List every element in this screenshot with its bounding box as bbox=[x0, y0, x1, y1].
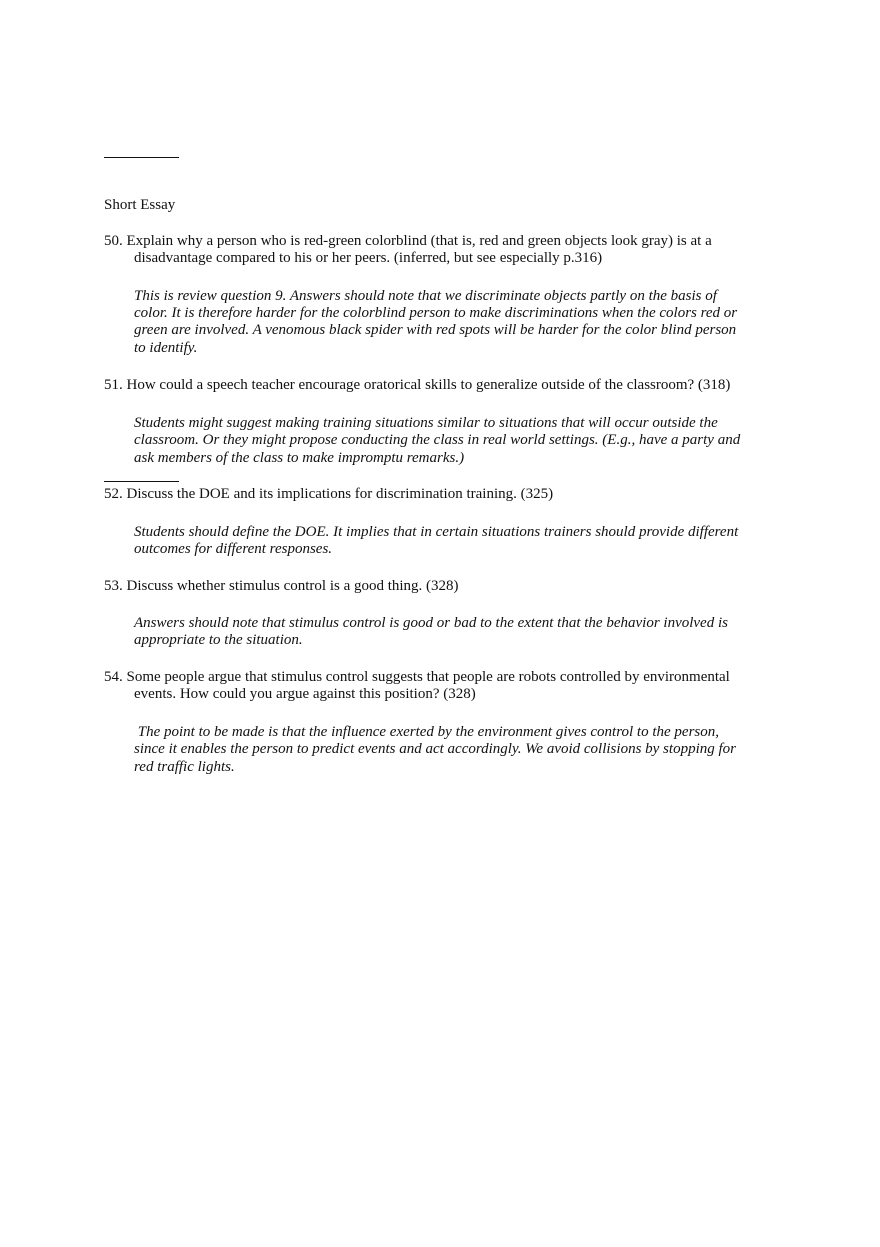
answer-51-line-2: classroom. Or they might propose conducting the class in real world settings. (E.g., have a party and bbox=[134, 432, 741, 448]
answer-54-line-2: since it enables the person to predict events and act accordingly. We avoid collisions by stopping for bbox=[134, 741, 736, 757]
answer-50-line-1: This is review question 9. Answers should note that we discriminate objects partly on the basis of bbox=[134, 288, 717, 304]
section-title: Short Essay bbox=[104, 197, 176, 213]
answer-50-line-3: green are involved. A venomous black spider with red spots will be harder for the color blind person bbox=[134, 322, 737, 338]
answer-54-line-3: red traffic lights. bbox=[134, 759, 235, 775]
answer-54-line-1: The point to be made is that the influence exerted by the environment gives control to the person, bbox=[134, 724, 719, 740]
answer-52-line-1: Students should define the DOE. It implies that in certain situations trainers should provide different bbox=[134, 524, 739, 540]
answer-51-line-3: ask members of the class to make impromptu remarks.) bbox=[134, 450, 465, 466]
answer-52-line-2: outcomes for different responses. bbox=[134, 541, 333, 557]
answer-51-line-1: Students might suggest making training situations similar to situations that will occur outside the bbox=[134, 415, 718, 431]
question-50-line-1: 50. Explain why a person who is red-green colorblind (that is, red and green objects look gray) is at a bbox=[104, 233, 712, 249]
answer-53-line-2: appropriate to the situation. bbox=[134, 632, 303, 648]
question-53-line-1: 53. Discuss whether stimulus control is a good thing. (328) bbox=[104, 578, 459, 594]
answer-50-line-4: to identify. bbox=[134, 340, 198, 356]
answer-50-line-2: color. It is therefore harder for the colorblind person to make discriminations when the colors red or bbox=[134, 305, 738, 321]
separator-rule bbox=[104, 481, 179, 482]
separator-rule bbox=[104, 157, 179, 158]
question-51-line-1: 51. How could a speech teacher encourage oratorical skills to generalize outside of the classroom? (318) bbox=[104, 377, 731, 393]
question-52-line-1: 52. Discuss the DOE and its implications for discrimination training. (325) bbox=[104, 486, 554, 502]
answer-53-line-1: Answers should note that stimulus control is good or bad to the extent that the behavior involved is bbox=[134, 615, 728, 631]
question-54-line-1: 54. Some people argue that stimulus control suggests that people are robots controlled by environmental bbox=[104, 669, 730, 685]
question-50-line-2: disadvantage compared to his or her peers. (inferred, but see especially p.316) bbox=[134, 250, 603, 266]
question-54-line-2: events. How could you argue against this position? (328) bbox=[134, 686, 476, 702]
